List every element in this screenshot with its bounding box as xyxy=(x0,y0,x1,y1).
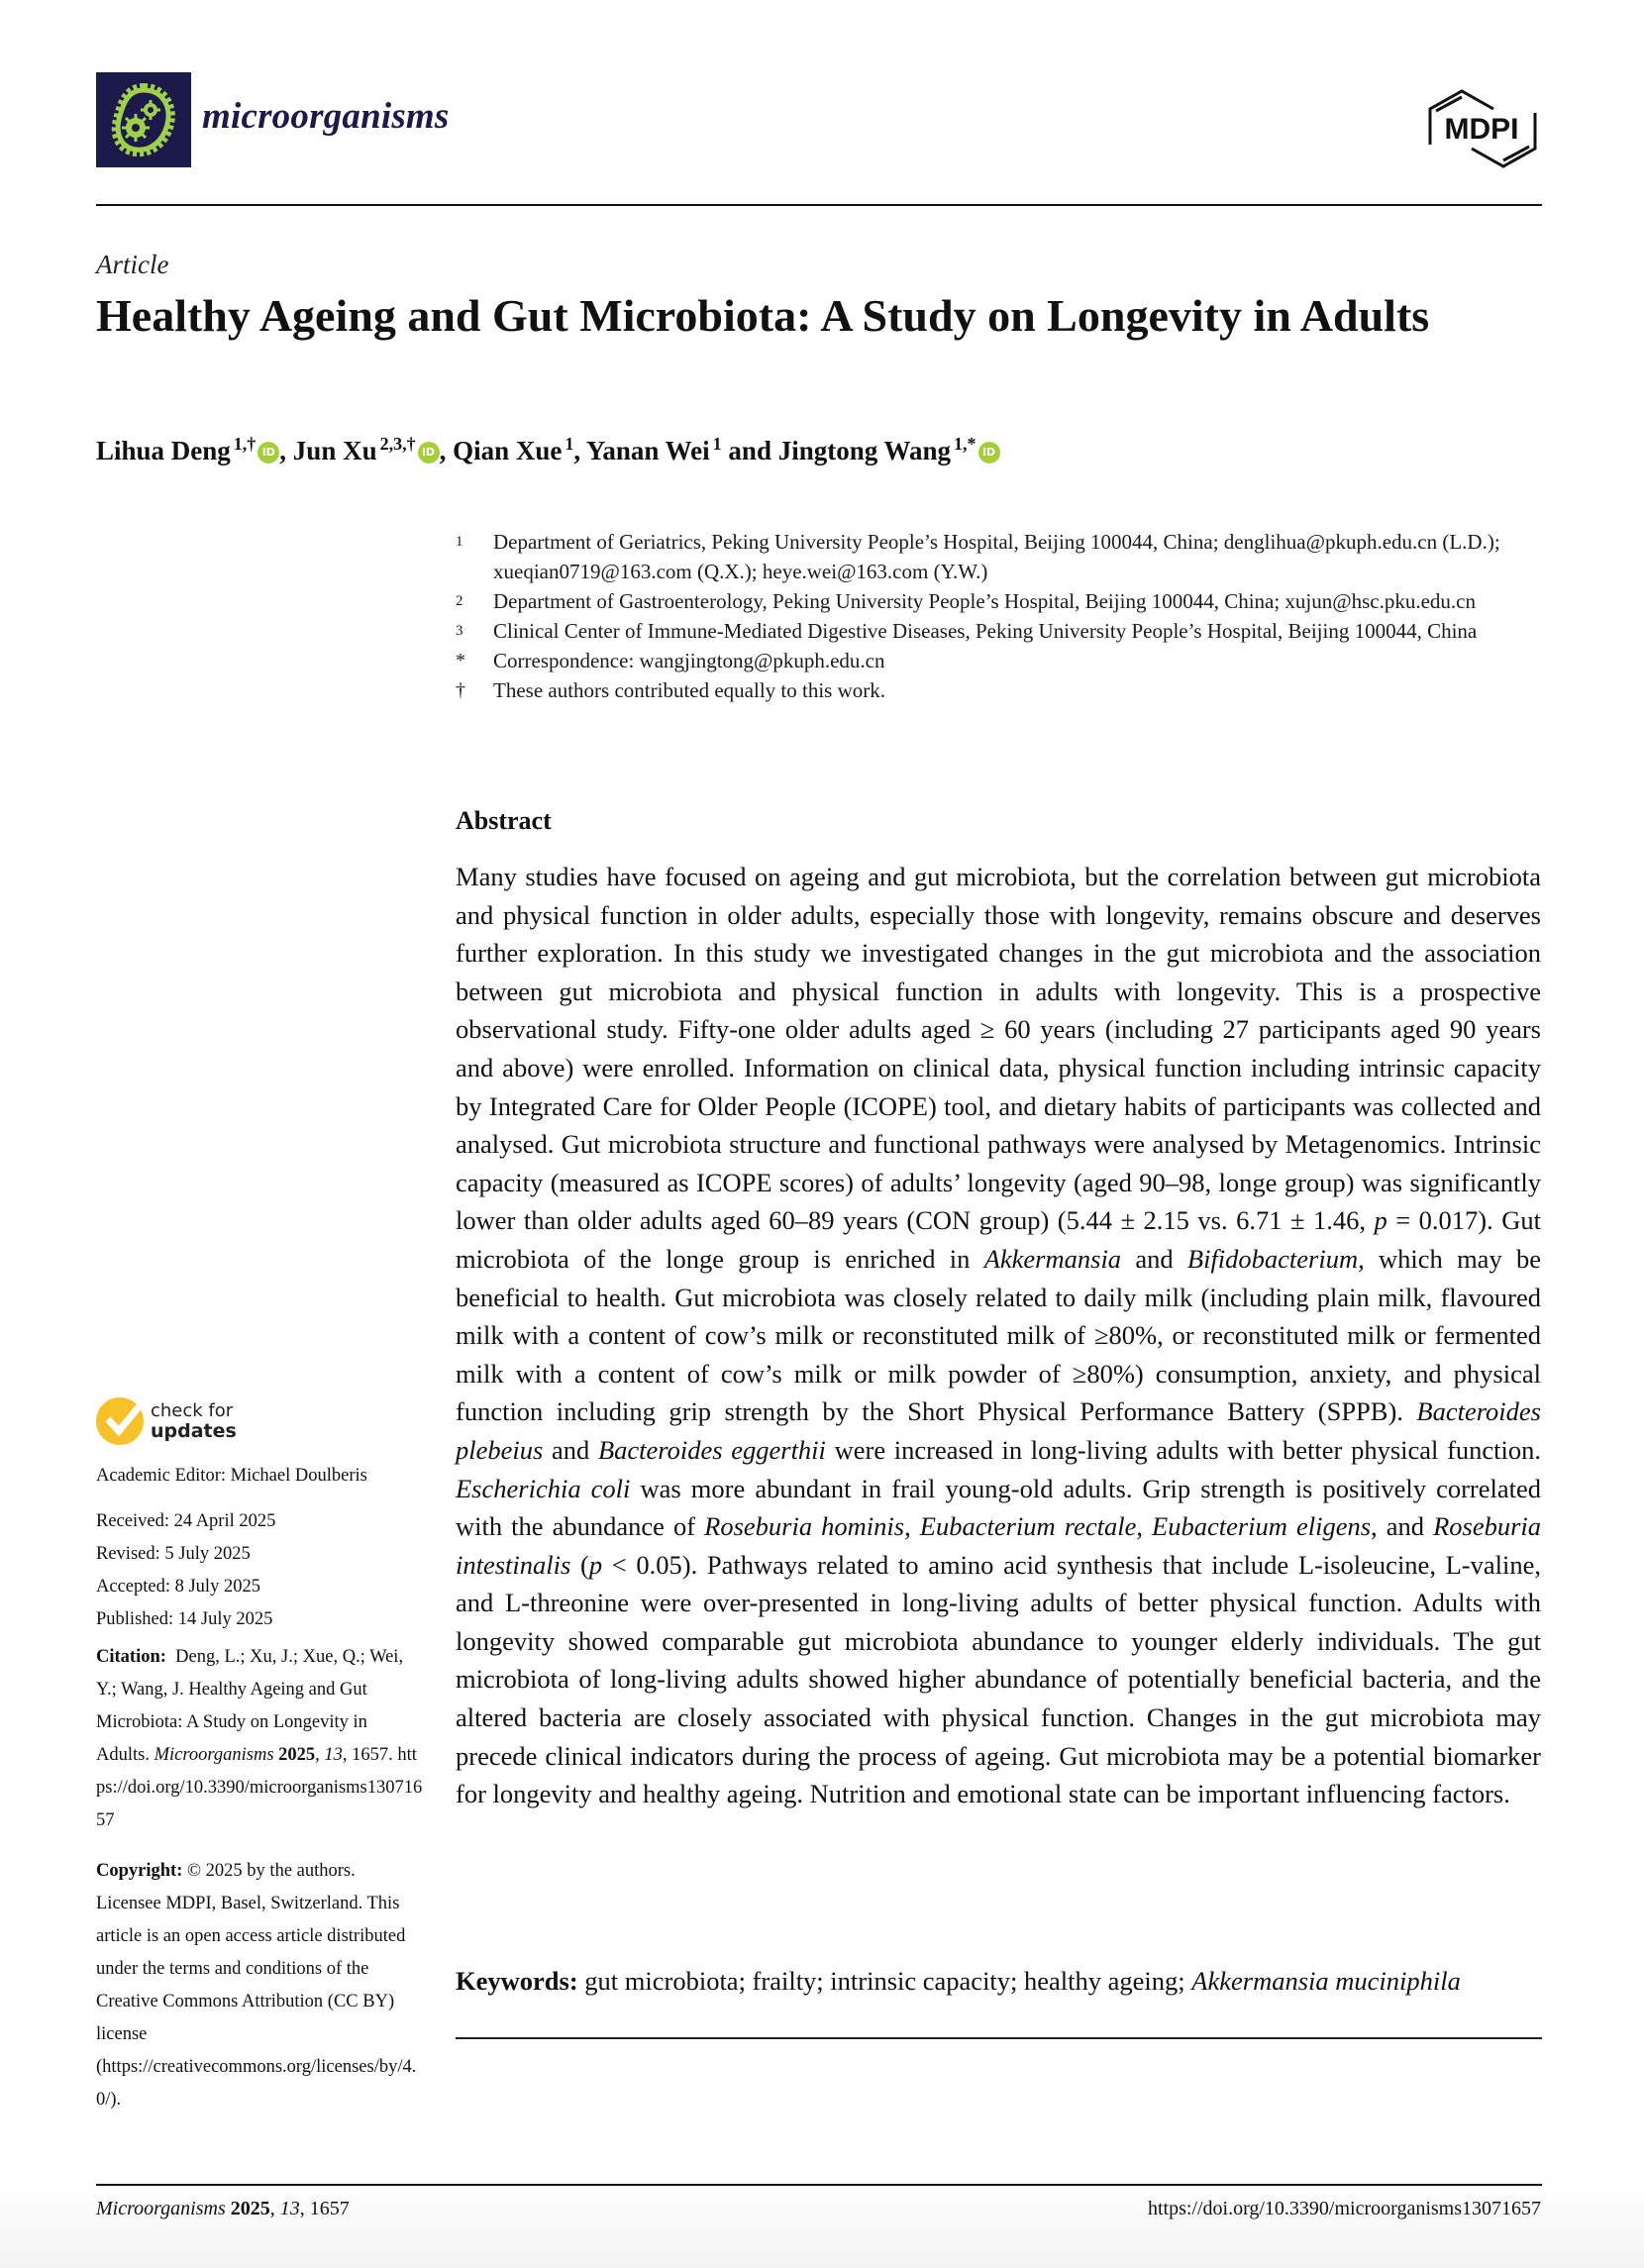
abstract-heading: Abstract xyxy=(456,806,552,835)
abstract-italic-term: p xyxy=(588,1549,603,1580)
author-separator: and xyxy=(721,436,778,465)
affiliation-text: Correspondence: wangjingtong@pkuph.edu.cn xyxy=(493,649,885,672)
citation: Citation: Deng, L.; Xu, J.; Xue, Q.; Wei, Y.; Wang, J. Healthy Ageing and Gut Microbiota: A Study on Longevity in Adults. Microorganisms 2025, 13, 1657. https://doi.org/10.3390/microorganisms13071657 xyxy=(96,1647,423,1830)
citation-label: Citation: xyxy=(96,1647,166,1667)
citation-volume: 13 xyxy=(324,1745,343,1765)
citation-year: 2025 xyxy=(278,1745,316,1765)
keywords-italic: Akkermansia muciniphila xyxy=(1191,1966,1461,1996)
author-name: Qian Xue xyxy=(453,436,563,465)
footer-divider xyxy=(96,2184,1542,2186)
citation-doi-link[interactable]: , 1657. https://doi.org/10.3390/microorganisms13071657 xyxy=(96,1745,423,1830)
abstract-italic-term: Roseburia intestinalis xyxy=(456,1511,1542,1580)
orcid-icon[interactable]: iD xyxy=(257,442,279,464)
affiliation-item xyxy=(456,527,1545,586)
copyright xyxy=(96,1855,423,2116)
abstract-text: was more abundant in frail young-old adults. Grip strength is positively correlated with the abundance of xyxy=(456,1473,1541,1542)
author-affiliation-marker: 1 xyxy=(712,434,722,454)
abstract-text: and xyxy=(543,1434,598,1465)
affiliation-item xyxy=(456,586,1545,616)
affiliation-text: Department of Geriatrics, Peking University People’s Hospital, Beijing 100044, China; denglihua@pkuph.edu.cn (L.D.); xueqian0719@163.com (Q.X.); heye.wei@163.com (Y.W.) xyxy=(493,530,1500,583)
abstract-text: , and xyxy=(1371,1511,1434,1542)
abstract-text: Many studies have focused on ageing and gut microbiota, but the correlation between gut microbiota and physical function in older adults, especially those with longevity, remains obscure and deserves further exploration. In this study we investigated changes in the gut microbiota and the association between gut microbiota and physical function in adults with longevity. This is a prospective observational study. Fifty-one older adults aged ≥ 60 years (including 27 participants aged 90 years and above) were enrolled. Information on clinical data, physical function including intrinsic capacity by Integrated Care for Older People (ICOPE) tool, and dietary habits of participants was collected and analysed. Gut microbiota structure and functional pathways were analysed by Metagenomics. Intrinsic capacity (measured as ICOPE scores) of adults’ longevity (aged 90–98, longe group) was significantly lower than older adults aged 60–89 years (CON group) (5.44 ± 2.15 vs. 6.71 ± 1.46, xyxy=(456,862,1541,1236)
abstract-text: ( xyxy=(570,1549,589,1580)
author-name: Jun Xu xyxy=(292,436,377,465)
copyright-label: Copyright: xyxy=(96,1861,183,1881)
author-separator: , xyxy=(279,436,293,465)
affiliation-item xyxy=(456,675,1545,705)
abstract-italic-term: Eubacterium rectale xyxy=(919,1511,1137,1542)
date-published: Published: 14 July 2025 xyxy=(96,1609,273,1629)
check-for-updates-button[interactable] xyxy=(96,1396,314,1446)
affiliation-text: Clinical Center of Immune-Mediated Digestive Diseases, Peking University People’s Hospital, Beijing 100044, China xyxy=(493,619,1478,643)
journal-name: microorganisms xyxy=(202,96,450,137)
footer-article-number: 1657 xyxy=(309,2198,350,2219)
article-type: Article xyxy=(96,250,169,279)
orcid-icon[interactable]: iD xyxy=(418,442,440,464)
header-divider xyxy=(96,204,1542,206)
academic-editor: Academic Editor: Michael Doulberis xyxy=(96,1466,367,1486)
affiliation-text: These authors contributed equally to this work. xyxy=(493,678,885,702)
date-revised: Revised: 5 July 2025 xyxy=(96,1544,251,1564)
abstract-italic-term: Bacteroides plebeius xyxy=(456,1396,1541,1465)
author-affiliation-marker: 2,3,† xyxy=(379,434,416,454)
author-separator: , xyxy=(439,436,454,465)
affiliation-text: Department of Gastroenterology, Peking University People’s Hospital, Beijing 100044, China; xujun@hsc.pku.edu.cn xyxy=(493,589,1476,613)
keywords-list: gut microbiota; frailty; intrinsic capacity; healthy ageing; xyxy=(577,1966,1192,1996)
abstract-italic-term: Escherichia coli xyxy=(456,1473,631,1503)
abstract-italic-term: Bacteroides eggerthii xyxy=(597,1434,826,1465)
footer-citation: Microorganisms 2025, 13, 1657 xyxy=(96,2198,350,2219)
affiliation-item xyxy=(456,646,1545,675)
affiliation-marker: † xyxy=(456,679,465,701)
checkmark-icon xyxy=(96,1397,144,1445)
abstract-italic-term: p xyxy=(1374,1205,1387,1236)
citation-text: Deng, L.; Xu, J.; Xue, Q.; Wei, Y.; Wang, J. Healthy Ageing and Gut Microbiota: A Study on Longevity in Adults. xyxy=(96,1647,404,1765)
author-separator: , xyxy=(573,436,586,465)
affiliation-marker: 3 xyxy=(456,623,463,639)
abstract-text: , xyxy=(904,1511,920,1542)
updates-label: updates xyxy=(151,1420,237,1442)
abstract-italic-term: Akkermansia xyxy=(983,1243,1122,1274)
author-affiliation-marker: 1,† xyxy=(233,434,257,454)
page-title: Healthy Ageing and Gut Microbiota: A Study on Longevity in Adults xyxy=(96,290,1430,341)
abstract-text: and xyxy=(1121,1243,1187,1274)
mdpi-logo-text: MDPI xyxy=(1444,113,1519,146)
footer-journal: Microorganisms xyxy=(96,2198,226,2219)
author-name: Lihua Deng xyxy=(96,436,231,465)
abstract-body xyxy=(456,858,1541,1813)
author-list xyxy=(96,434,1000,466)
abstract-divider xyxy=(456,2037,1542,2039)
citation-journal: Microorganisms xyxy=(154,1745,274,1765)
author-affiliation-marker: 1 xyxy=(565,434,574,454)
abstract-text: , xyxy=(1136,1511,1153,1542)
copyright-text: © 2025 by the authors. Licensee MDPI, Basel, Switzerland. This article is an open access article distributed under the terms and conditions of the Creative Commons Attribution (CC BY) license (https://creativecommons.org/licenses/by/4.0/). xyxy=(96,1861,417,2110)
footer-year: 2025 xyxy=(230,2198,270,2219)
orcid-icon[interactable]: iD xyxy=(978,442,1000,464)
affiliation-item xyxy=(456,616,1545,646)
date-received: Received: 24 April 2025 xyxy=(96,1511,276,1531)
keywords-label: Keywords: xyxy=(456,1966,578,1996)
abstract-italic-term: Eubacterium eligens xyxy=(1152,1511,1372,1542)
check-for-label: check for xyxy=(151,1400,234,1421)
abstract-italic-term: Roseburia hominis xyxy=(704,1511,905,1542)
mdpi-logo-icon xyxy=(1422,87,1541,170)
affiliation-marker: 2 xyxy=(456,593,463,609)
abstract-text: < 0.05). Pathways related to amino acid synthesis that include L-isoleucine, L-valine, and L-threonine were over-presented in long-living adults of better physical function. Adults with longevity showed comparable gut microbiota abundance to younger elderly individuals. The gut microbiota of long-living adults showed higher abundance of potentially beneficial bacteria, and the altered bacteria are closely associated with physical function. Changes in the gut microbiota may precede clinical indicators during the process of ageing. Gut microbiota may be a potential biomarker for longevity and healthy ageing. Nutrition and emotional state can be important influencing factors. xyxy=(456,1549,1542,1809)
journal-logo-icon xyxy=(96,72,191,167)
publication-dates xyxy=(96,1505,423,1636)
author-name: Yanan Wei xyxy=(585,436,710,465)
affiliations xyxy=(456,527,1545,705)
abstract-text: were increased in long-living adults with better physical function. xyxy=(825,1434,1541,1465)
abstract-text: = 0.017). Gut microbiota of the longe group is enriched in xyxy=(456,1205,1541,1274)
footer-doi-link[interactable]: https://doi.org/10.3390/microorganisms13071657 xyxy=(1147,2198,1541,2219)
affiliation-marker: * xyxy=(456,650,465,671)
abstract-italic-term: Bifidobacterium xyxy=(1186,1243,1359,1274)
affiliation-marker: 1 xyxy=(456,534,463,550)
keywords xyxy=(456,1963,1545,1999)
author-name: Jingtong Wang xyxy=(777,436,952,465)
date-accepted: Accepted: 8 July 2025 xyxy=(96,1577,260,1597)
author-affiliation-marker: 1,* xyxy=(954,434,976,454)
abstract-text: , which may be beneficial to health. Gut microbiota was closely related to daily milk (including plain milk, flavoured milk with a content of cow’s milk or reconstituted milk of ≥80%, or reconstituted milk or fermented milk with a content of cow’s milk or milk powder of ≥80%) consumption, anxiety, and physical function including grip strength by the Short Physical Performance Battery (SPPB). xyxy=(456,1243,1541,1427)
footer-volume: 13 xyxy=(279,2198,300,2219)
